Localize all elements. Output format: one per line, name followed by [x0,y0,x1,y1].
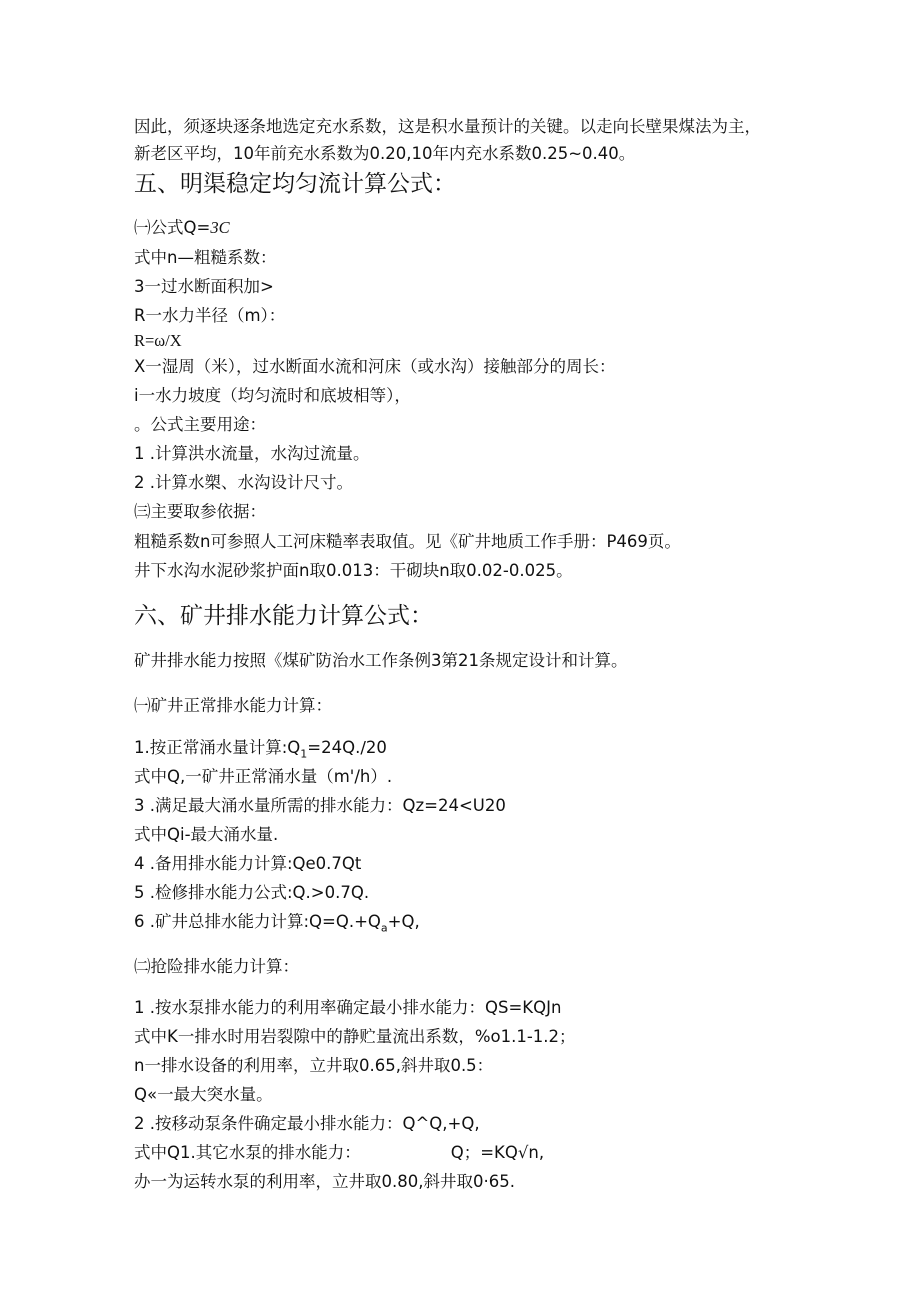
paragraph-line: 新老区平均，10年前充水系数为0.20,10年内充水系数0.25~0.40。 [134,144,636,163]
formula-text: 6 .矿井总排水能力计算:Q=Q.+Q [134,912,381,931]
paragraph-line: i一水力坡度（均匀流时和底坡相等）， [134,386,411,405]
list-item: 1 .按水泵排水能力的利用率确定最小排水能力：QS=KQJn [134,998,562,1017]
paragraph-line: 式中K一排水时用岩裂隙中的静贮量流出系数，%o1.1-1.2； [134,1027,576,1046]
formula-line: R=ω/X [134,331,182,350]
paragraph-line: X一湿周（米），过水断面水流和河床（或水沟）接触部分的周长： [134,357,616,376]
paragraph-line: 3一过水断面积加> [134,277,274,296]
formula-text: Q；=KQ√n, [450,1143,545,1162]
formula-text: 式中Q1.其它水泵的排水能力： [134,1143,361,1162]
formula-text: 1.按正常涌水量计算:Q [134,738,301,757]
subsection-heading: ㈡抢险排水能力计算： [134,957,299,976]
paragraph-line: 矿井排水能力按照《煤矿防治水工作条例3第21条规定设计和计算。 [134,651,628,670]
paragraph-line: 式中n—粗糙系数： [134,248,277,267]
formula-subscript: a [380,921,388,935]
subsection-heading: ㈠矿井正常排水能力计算： [134,696,332,715]
paragraph-line: 井下水沟水泥砂浆护面n取0.013：干砌块n取0.02-0.025。 [134,561,573,580]
formula-expression: 3C [210,218,230,237]
list-item [134,912,420,935]
formula-line [134,738,387,761]
paragraph-line: Q«一最大突水量。 [134,1085,273,1104]
section-heading-5: 五、明渠稳定均匀流计算公式： [134,171,456,197]
formula-line [134,1143,544,1163]
paragraph-line: 式中Q,一矿井正常涌水量（m'/h）. [134,767,393,786]
list-item: 2 .计算水槊、水沟设计尺寸。 [134,473,353,492]
paragraph-line: n一排水设备的利用率，立井取0.65,斜井取0.5： [134,1056,494,1075]
formula-label: ㈠公式Q= [134,218,211,237]
list-item: 4 .备用排水能力计算:Qe0.7Qt [134,854,362,873]
section-heading-6: 六、矿井排水能力计算公式： [134,603,433,629]
paragraph-line: 粗糙系数n可参照人工河床糙率表取值。见《矿井地质工作手册：P469页。 [134,532,681,551]
paragraph-line: 式中Qi-最大涌水量. [134,825,279,844]
formula-text: +Q, [387,912,420,931]
formula-line [134,218,230,238]
list-item: 3 .满足最大涌水量所需的排水能力：Qz=24<U20 [134,796,506,815]
list-item: 5 .检修排水能力公式:Q.>0.7Q. [134,883,370,902]
list-item: 2 .按移动泵条件确定最小排水能力：Q^Q,+Q, [134,1114,480,1133]
formula-text: =24Q.∕20 [307,738,387,757]
paragraph-line: 。公式主要用途： [134,415,266,434]
paragraph-line: 办一为运转水泵的利用率，立井取0.80,斜井取0·65. [134,1172,515,1191]
list-item: 1 .计算洪水流量，水沟过流量。 [134,444,370,463]
formula-subscript: 1 [300,747,308,761]
paragraph-line: ㈢主要取参依据： [134,502,266,521]
paragraph-line: 因此，须逐块逐条地选定充水系数，这是积水量预计的关键。以走向长壁果煤法为主， [134,117,761,136]
paragraph-line: R一水力半径（m）： [134,306,286,325]
